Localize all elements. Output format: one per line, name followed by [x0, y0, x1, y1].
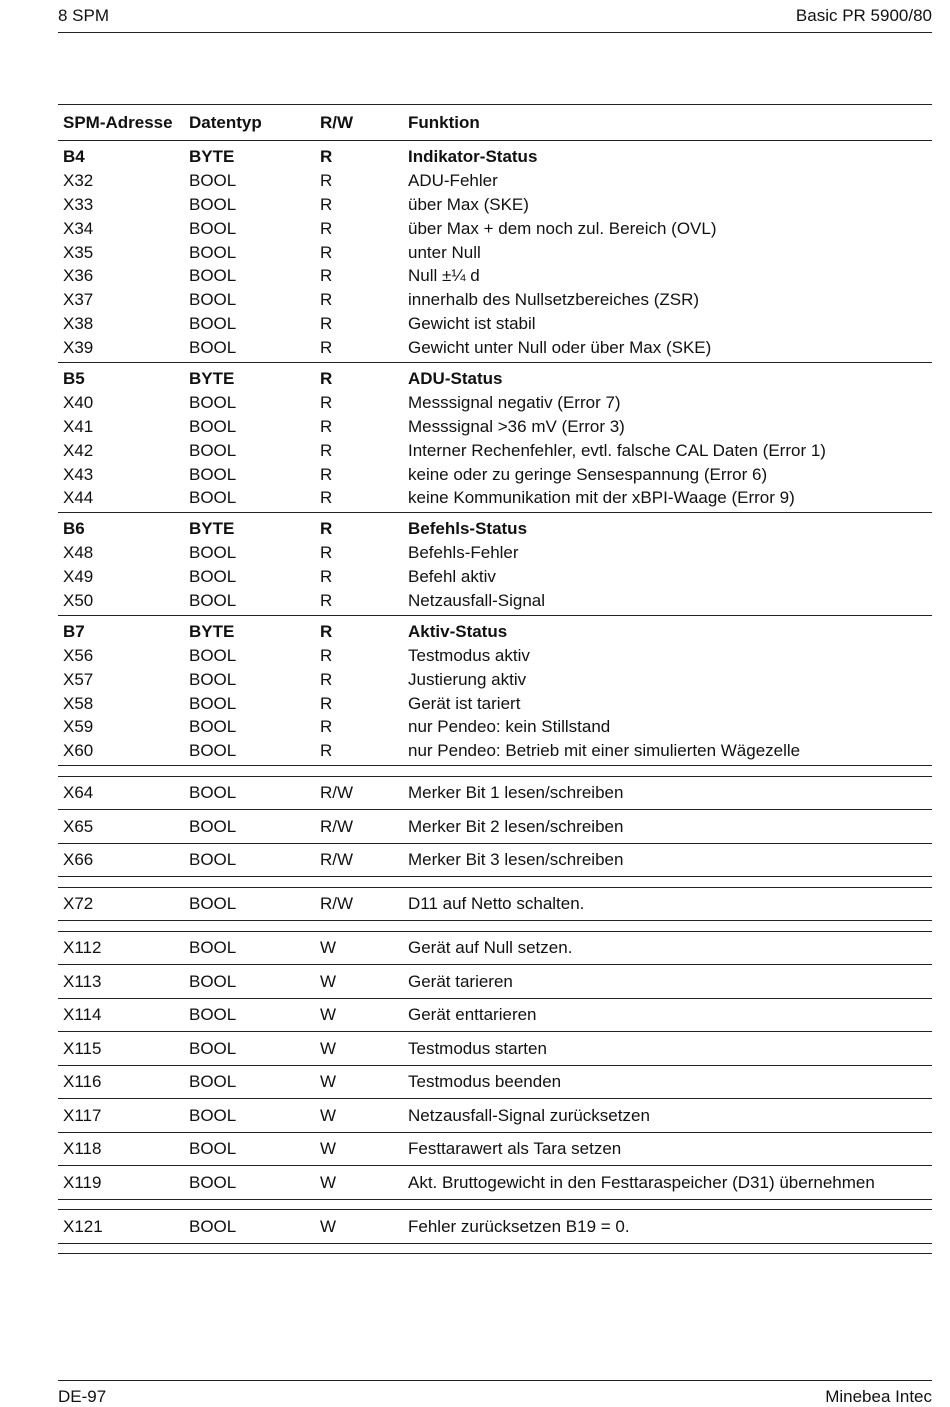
table-row [58, 312, 932, 336]
address-cell: X42 [63, 440, 94, 460]
document-title: Basic PR 5900/80 [795, 6, 932, 25]
table-row [58, 541, 932, 565]
table-row [58, 169, 932, 193]
function-cell: Indikator-Status [408, 146, 538, 166]
rw-cell: R [320, 290, 333, 310]
table-row [58, 336, 932, 360]
datatype-cell: BOOL [189, 218, 237, 238]
address-cell: X56 [63, 645, 94, 665]
table-row [58, 692, 932, 716]
status-byte-group [58, 513, 932, 616]
rw-cell: R/W [320, 783, 354, 803]
address-cell: X66 [63, 850, 94, 870]
rw-cell: R [320, 488, 333, 508]
table-header-row [58, 105, 932, 141]
status-byte-row [58, 367, 932, 391]
datatype-cell: BOOL [189, 894, 237, 914]
page-header [58, 6, 932, 33]
function-cell: Testmodus beenden [408, 1072, 562, 1092]
rw-cell: W [320, 938, 337, 958]
table-row [58, 589, 932, 613]
column-header-function: Funktion [408, 112, 480, 132]
table-row [58, 193, 932, 217]
address-cell: X43 [63, 464, 94, 484]
address-cell: X48 [63, 543, 94, 563]
table-row [58, 777, 932, 811]
function-cell: Befehls-Status [408, 519, 528, 539]
datatype-cell: BOOL [189, 440, 237, 460]
datatype-cell: BYTE [189, 519, 235, 539]
datatype-cell: BOOL [189, 669, 237, 689]
datatype-cell: BOOL [189, 290, 237, 310]
address-cell: B6 [63, 519, 85, 539]
rw-cell: W [320, 1172, 337, 1192]
table-row [58, 1133, 932, 1167]
datatype-cell: BOOL [189, 1072, 237, 1092]
address-cell: X39 [63, 338, 94, 358]
rw-cell: W [320, 1005, 337, 1025]
datatype-cell: BOOL [189, 1038, 237, 1058]
datatype-cell: BOOL [189, 1139, 237, 1159]
function-cell: Gerät ist tariert [408, 693, 521, 713]
table-row [58, 241, 932, 265]
datatype-cell: BOOL [189, 392, 237, 412]
rw-cell: R [320, 590, 333, 610]
function-cell: keine oder zu geringe Sensespannung (Error 6) [408, 464, 768, 484]
datatype-cell: BOOL [189, 1005, 237, 1025]
address-cell: X35 [63, 242, 94, 262]
rw-cell: R [320, 440, 333, 460]
rw-cell: R [320, 693, 333, 713]
function-cell: über Max + dem noch zul. Bereich (OVL) [408, 218, 717, 238]
table-row [58, 668, 932, 692]
address-cell: B5 [63, 368, 85, 388]
table-row [58, 715, 932, 739]
table-row [58, 439, 932, 463]
rw-cell: R [320, 242, 333, 262]
rw-cell: R [320, 669, 333, 689]
table-row [58, 1066, 932, 1100]
datatype-cell: BOOL [189, 971, 237, 991]
status-byte-group [58, 616, 932, 766]
address-cell: X117 [63, 1105, 102, 1125]
table-row [58, 264, 932, 288]
datatype-cell: BOOL [189, 590, 237, 610]
datatype-cell: BYTE [189, 146, 235, 166]
function-cell: Fehler zurücksetzen B19 = 0. [408, 1216, 630, 1236]
address-cell: X113 [63, 971, 102, 991]
datatype-cell: BYTE [189, 368, 235, 388]
status-byte-group [58, 363, 932, 513]
function-cell: Merker Bit 3 lesen/schreiben [408, 850, 624, 870]
function-cell: unter Null [408, 242, 481, 262]
spm-address-table [58, 104, 932, 1254]
function-cell: Testmodus aktiv [408, 645, 530, 665]
datatype-cell: BOOL [189, 741, 237, 761]
datatype-cell: BOOL [189, 314, 237, 334]
address-cell: X119 [63, 1172, 102, 1192]
address-cell: X65 [63, 816, 94, 836]
function-cell: Gerät auf Null setzen. [408, 938, 573, 958]
function-cell: innerhalb des Nullsetzbereiches (ZSR) [408, 290, 700, 310]
function-cell: Gewicht ist stabil [408, 314, 536, 334]
address-cell: X59 [63, 717, 94, 737]
function-cell: Gerät enttarieren [408, 1005, 537, 1025]
datatype-cell: BOOL [189, 242, 237, 262]
rw-cell: W [320, 971, 337, 991]
status-byte-row [58, 145, 932, 169]
status-byte-group [58, 141, 932, 363]
table-row [58, 391, 932, 415]
function-cell: Justierung aktiv [408, 669, 527, 689]
rw-cell: R [320, 717, 333, 737]
rw-cell: R [320, 170, 333, 190]
table-row [58, 1099, 932, 1133]
address-cell: X38 [63, 314, 94, 334]
function-cell: Befehl aktiv [408, 567, 496, 587]
address-cell: X32 [63, 170, 94, 190]
rw-cell: R [320, 543, 333, 563]
datatype-cell: BOOL [189, 170, 237, 190]
page-footer [58, 1380, 932, 1406]
chapter-title: 8 SPM [58, 6, 110, 25]
datatype-cell: BOOL [189, 488, 237, 508]
rw-cell: R [320, 567, 333, 587]
column-header-rw: R/W [320, 112, 354, 132]
address-cell: X37 [63, 290, 94, 310]
table-row [58, 965, 932, 999]
rw-cell: W [320, 1072, 337, 1092]
function-cell: Gerät tarieren [408, 971, 513, 991]
table-row [58, 888, 932, 922]
table-separator [58, 766, 932, 777]
function-cell: keine Kommunikation mit der xBPI-Waage (Error 9) [408, 488, 795, 508]
address-cell: X41 [63, 416, 94, 436]
address-cell: B4 [63, 146, 85, 166]
rw-cell: R/W [320, 816, 354, 836]
datatype-cell: BOOL [189, 338, 237, 358]
address-cell: X40 [63, 392, 94, 412]
datatype-cell: BOOL [189, 850, 237, 870]
address-cell: X50 [63, 590, 94, 610]
address-cell: X44 [63, 488, 94, 508]
table-row [58, 932, 932, 966]
table-separator [58, 877, 932, 888]
address-cell: X34 [63, 218, 94, 238]
rw-cell: R [320, 314, 333, 334]
table-row [58, 1166, 932, 1200]
function-cell: Befehls-Fehler [408, 543, 519, 563]
table-row [58, 644, 932, 668]
rw-cell: R [320, 392, 333, 412]
column-header-address: SPM-Adresse [63, 112, 173, 132]
function-cell: nur Pendeo: Betrieb mit einer simulierten Wägezelle [408, 741, 801, 761]
rw-cell: R [320, 146, 333, 166]
datatype-cell: BOOL [189, 194, 237, 214]
rw-cell: R/W [320, 894, 354, 914]
address-cell: X114 [63, 1005, 102, 1025]
function-cell: Null ±¼ d [408, 266, 480, 286]
datatype-cell: BOOL [189, 567, 237, 587]
function-cell: ADU-Fehler [408, 170, 498, 190]
rw-cell: R [320, 266, 333, 286]
rw-cell: R [320, 416, 333, 436]
table-separator [58, 1200, 932, 1211]
function-cell: Messsignal >36 mV (Error 3) [408, 416, 625, 436]
function-cell: über Max (SKE) [408, 194, 529, 214]
rw-cell: W [320, 1139, 337, 1159]
rw-cell: R [320, 194, 333, 214]
table-row [58, 565, 932, 589]
function-cell: Netzausfall-Signal zurücksetzen [408, 1105, 650, 1125]
address-cell: X118 [63, 1139, 102, 1159]
datatype-cell: BOOL [189, 416, 237, 436]
table-separator [58, 1244, 932, 1255]
address-cell: B7 [63, 621, 85, 641]
rw-cell: R [320, 621, 333, 641]
function-cell: nur Pendeo: kein Stillstand [408, 717, 611, 737]
rw-cell: R/W [320, 850, 354, 870]
address-cell: X33 [63, 194, 94, 214]
rw-cell: W [320, 1038, 337, 1058]
function-cell: Gewicht unter Null oder über Max (SKE) [408, 338, 712, 358]
datatype-cell: BOOL [189, 1216, 237, 1236]
status-byte-row [58, 517, 932, 541]
datatype-cell: BOOL [189, 543, 237, 563]
datatype-cell: BOOL [189, 1105, 237, 1125]
page-number: DE-97 [58, 1387, 107, 1406]
address-cell: X112 [63, 938, 102, 958]
table-row [58, 486, 932, 510]
function-cell: Merker Bit 2 lesen/schreiben [408, 816, 624, 836]
address-cell: X36 [63, 266, 94, 286]
address-cell: X116 [63, 1072, 102, 1092]
function-cell: Interner Rechenfehler, evtl. falsche CAL Daten (Error 1) [408, 440, 826, 460]
datatype-cell: BOOL [189, 693, 237, 713]
function-cell: D11 auf Netto schalten. [408, 894, 585, 914]
address-cell: X58 [63, 693, 94, 713]
rw-cell: R [320, 368, 333, 388]
table-row [58, 415, 932, 439]
function-cell: Aktiv-Status [408, 621, 508, 641]
address-cell: X72 [63, 894, 94, 914]
table-row [58, 288, 932, 312]
function-cell: ADU-Status [408, 368, 503, 388]
address-cell: X64 [63, 783, 94, 803]
datatype-cell: BOOL [189, 938, 237, 958]
table-row [58, 1032, 932, 1066]
function-cell: Messsignal negativ (Error 7) [408, 392, 621, 412]
rw-cell: W [320, 1105, 337, 1125]
datatype-cell: BOOL [189, 1172, 237, 1192]
rw-cell: R [320, 741, 333, 761]
table-row [58, 810, 932, 844]
status-byte-row [58, 620, 932, 644]
address-cell: X121 [63, 1216, 103, 1236]
table-row [58, 844, 932, 878]
datatype-cell: BYTE [189, 621, 235, 641]
datatype-cell: BOOL [189, 266, 237, 286]
address-cell: X115 [63, 1038, 102, 1058]
table-row [58, 739, 932, 763]
rw-cell: R [320, 338, 333, 358]
table-row [58, 217, 932, 241]
table-separator [58, 921, 932, 932]
company-name: Minebea Intec [825, 1387, 932, 1406]
table-row [58, 1210, 932, 1244]
function-cell: Testmodus starten [408, 1038, 547, 1058]
rw-cell: R [320, 218, 333, 238]
address-cell: X60 [63, 741, 94, 761]
datatype-cell: BOOL [189, 816, 237, 836]
datatype-cell: BOOL [189, 717, 237, 737]
rw-cell: R [320, 464, 333, 484]
address-cell: X49 [63, 567, 94, 587]
rw-cell: W [320, 1216, 337, 1236]
function-cell: Netzausfall-Signal [408, 590, 546, 610]
address-cell: X57 [63, 669, 94, 689]
datatype-cell: BOOL [189, 645, 237, 665]
rw-cell: R [320, 645, 333, 665]
column-header-datatype: Datentyp [189, 112, 262, 132]
function-cell: Festtarawert als Tara setzen [408, 1139, 622, 1159]
table-row [58, 999, 932, 1033]
datatype-cell: BOOL [189, 464, 237, 484]
rw-cell: R [320, 519, 333, 539]
function-cell: Akt. Bruttogewicht in den Festtaraspeicher (D31) übernehmen [408, 1172, 875, 1192]
datatype-cell: BOOL [189, 783, 237, 803]
function-cell: Merker Bit 1 lesen/schreiben [408, 783, 624, 803]
table-row [58, 463, 932, 487]
